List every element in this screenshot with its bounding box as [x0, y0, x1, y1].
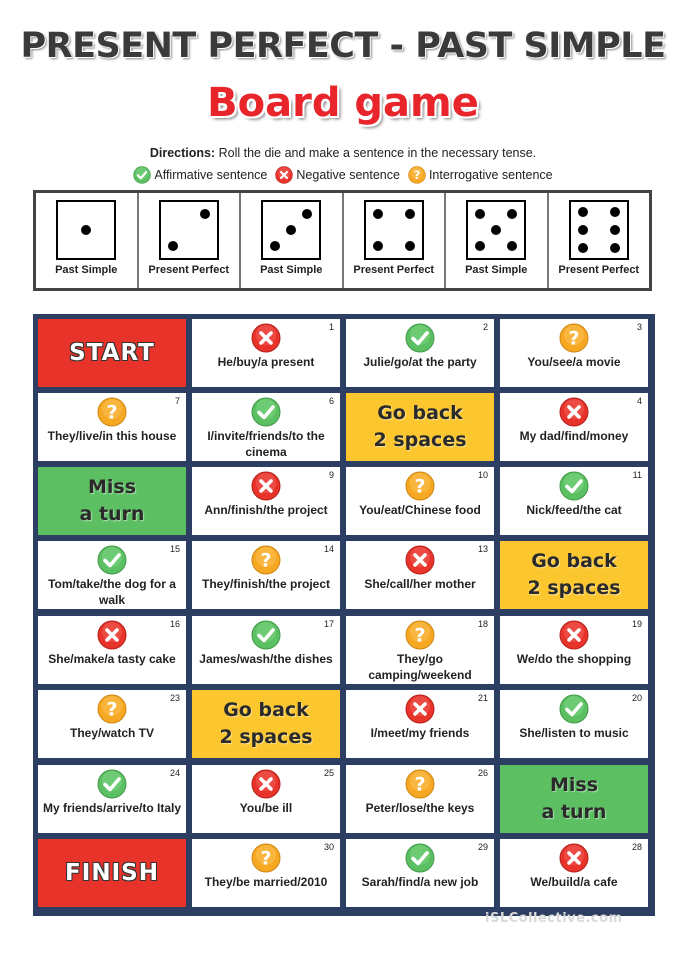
question-icon — [408, 166, 429, 184]
square-number: 14 — [323, 544, 334, 554]
square-prompt: My friends/arrive/to Italy — [42, 801, 182, 815]
page-subtitle: Board game — [207, 80, 479, 126]
square-number: 6 — [328, 396, 334, 406]
check-icon — [251, 620, 281, 650]
square-number: 25 — [323, 768, 334, 778]
question-icon — [405, 471, 435, 501]
start-square — [38, 319, 186, 387]
square-prompt: I/invite/friends/to the cinema — [207, 429, 325, 459]
die-face-icon — [569, 200, 629, 260]
board-square — [500, 690, 648, 758]
square-prompt: Tom/take/the dog for a walk — [48, 577, 176, 607]
board-square — [500, 616, 648, 684]
svg-text:?: ? — [414, 475, 426, 498]
go-back-square — [500, 541, 648, 609]
board-square — [38, 616, 186, 684]
board-square — [346, 467, 494, 535]
cross-icon — [251, 471, 281, 501]
check-icon — [251, 397, 281, 427]
square-number: 26 — [477, 768, 488, 778]
square-prompt: Sarah/find/a new job — [361, 875, 479, 889]
square-line-1: Miss — [549, 774, 599, 796]
board-square — [38, 765, 186, 833]
square-number: 9 — [328, 470, 334, 480]
die-cell — [241, 193, 344, 288]
square-number: 10 — [477, 470, 488, 480]
square-number: 20 — [631, 693, 642, 703]
cross-icon — [97, 620, 127, 650]
die-cell — [446, 193, 549, 288]
question-icon — [405, 769, 435, 799]
board-square — [346, 839, 494, 907]
die-face-icon — [261, 200, 321, 260]
board-square — [192, 319, 340, 387]
check-icon — [97, 545, 127, 575]
square-prompt: Ann/finish/the project — [204, 503, 328, 517]
square-line-2: 2 spaces — [373, 429, 467, 451]
square-number: 24 — [169, 768, 180, 778]
die-face-icon — [466, 200, 526, 260]
svg-text:?: ? — [106, 401, 118, 424]
die-cell — [344, 193, 447, 288]
game-board — [33, 314, 655, 916]
square-number: 16 — [169, 619, 180, 629]
square-line-1: Go back — [531, 550, 617, 572]
square-prompt: James/wash/the dishes — [199, 652, 333, 666]
square-prompt: Julie/go/at the party — [363, 355, 477, 369]
square-number: 21 — [477, 693, 488, 703]
square-prompt: Peter/lose/the keys — [365, 801, 475, 815]
question-icon — [405, 620, 435, 650]
square-line-2: 2 spaces — [219, 726, 313, 748]
square-line-2: a turn — [79, 503, 145, 525]
square-number: 23 — [169, 693, 180, 703]
square-line-1: Go back — [377, 402, 463, 424]
square-number: 2 — [482, 322, 488, 332]
square-prompt: She/call/her mother — [364, 577, 476, 591]
square-prompt: She/listen to music — [519, 726, 629, 740]
board-square — [192, 765, 340, 833]
square-prompt: We/do the shopping — [516, 652, 632, 666]
svg-text:?: ? — [568, 327, 580, 350]
check-icon — [405, 843, 435, 873]
die-label: Present Perfect — [353, 264, 435, 276]
finish-label: FINISH — [65, 859, 159, 886]
legend-label: Negative sentence — [296, 168, 400, 182]
watermark: iSLCollective.com — [485, 911, 623, 926]
cross-icon — [559, 843, 589, 873]
check-icon — [133, 166, 154, 184]
check-icon — [405, 323, 435, 353]
square-prompt: They/watch TV — [69, 726, 155, 740]
svg-text:?: ? — [413, 167, 421, 182]
cross-icon — [405, 545, 435, 575]
square-number: 3 — [636, 322, 642, 332]
board-square — [192, 393, 340, 461]
square-number: 19 — [631, 619, 642, 629]
square-number: 29 — [477, 842, 488, 852]
question-icon — [251, 843, 281, 873]
square-line-2: 2 spaces — [527, 577, 621, 599]
question-icon — [251, 545, 281, 575]
board-square — [346, 690, 494, 758]
die-face-icon — [56, 200, 116, 260]
legend-item — [275, 166, 400, 184]
die-label: Past Simple — [260, 264, 323, 276]
legend-item — [133, 166, 267, 184]
svg-text:?: ? — [260, 847, 272, 870]
square-number: 4 — [636, 396, 642, 406]
square-number: 30 — [323, 842, 334, 852]
square-number: 17 — [323, 619, 334, 629]
cross-icon — [405, 694, 435, 724]
square-prompt: You/see/a movie — [527, 355, 621, 369]
board-square — [38, 541, 186, 609]
square-line-1: Go back — [223, 699, 309, 721]
board-square — [500, 319, 648, 387]
cross-icon — [251, 769, 281, 799]
check-icon — [97, 769, 127, 799]
miss-turn-square — [500, 765, 648, 833]
square-prompt: My dad/find/money — [519, 429, 629, 443]
svg-text:?: ? — [106, 698, 118, 721]
question-icon — [97, 397, 127, 427]
die-label: Past Simple — [55, 264, 118, 276]
die-cell — [139, 193, 242, 288]
square-number: 7 — [174, 396, 180, 406]
cross-icon — [559, 620, 589, 650]
square-prompt: They/be married/2010 — [204, 875, 328, 889]
start-label: START — [69, 339, 155, 366]
cross-icon — [251, 323, 281, 353]
question-icon — [559, 323, 589, 353]
cross-icon — [559, 397, 589, 427]
square-number: 15 — [169, 544, 180, 554]
legend — [0, 166, 686, 184]
square-number: 18 — [477, 619, 488, 629]
svg-text:?: ? — [260, 549, 272, 572]
square-number: 28 — [631, 842, 642, 852]
square-prompt: You/be ill — [239, 801, 293, 815]
square-line-1: Miss — [87, 476, 137, 498]
board-square — [346, 319, 494, 387]
square-number: 11 — [632, 470, 642, 480]
board-square — [346, 541, 494, 609]
board-square — [500, 393, 648, 461]
board-square — [192, 839, 340, 907]
square-number: 1 — [328, 322, 334, 332]
square-line-2: a turn — [541, 801, 607, 823]
directions — [0, 146, 686, 160]
directions-text: Roll the die and make a sentence in the necessary tense. — [215, 146, 537, 160]
go-back-square — [346, 393, 494, 461]
cross-icon — [275, 166, 296, 184]
square-prompt: They/finish/the project — [201, 577, 330, 591]
svg-text:?: ? — [414, 773, 426, 796]
question-icon — [97, 694, 127, 724]
die-label: Present Perfect — [148, 264, 230, 276]
square-prompt: They/live/in this house — [47, 429, 177, 443]
directions-label: Directions: — [149, 146, 216, 160]
go-back-square — [192, 690, 340, 758]
dice-bar — [33, 190, 652, 291]
legend-label: Affirmative sentence — [154, 168, 268, 182]
finish-square — [38, 839, 186, 907]
check-icon — [559, 471, 589, 501]
square-prompt: We/build/a cafe — [530, 875, 618, 889]
legend-label: Interrogative sentence — [428, 168, 553, 182]
board-square — [346, 616, 494, 684]
legend-item — [408, 166, 553, 184]
board-square — [192, 616, 340, 684]
square-prompt: They/go camping/weekend — [368, 652, 472, 682]
board-square — [192, 541, 340, 609]
die-face-icon — [159, 200, 219, 260]
die-cell — [549, 193, 650, 288]
square-prompt: She/make/a tasty cake — [48, 652, 176, 666]
board-square — [192, 467, 340, 535]
square-prompt: I/meet/my friends — [370, 726, 470, 740]
square-prompt: You/eat/Chinese food — [359, 503, 481, 517]
page-title: PRESENT PERFECT - PAST SIMPLE — [20, 26, 666, 66]
board-square — [500, 839, 648, 907]
svg-text:?: ? — [414, 624, 426, 647]
board-square — [38, 690, 186, 758]
square-number: 13 — [477, 544, 488, 554]
die-label: Past Simple — [465, 264, 528, 276]
board-square — [38, 393, 186, 461]
square-prompt: He/buy/a present — [217, 355, 315, 369]
die-face-icon — [364, 200, 424, 260]
board-square — [346, 765, 494, 833]
check-icon — [559, 694, 589, 724]
die-label: Present Perfect — [558, 264, 640, 276]
square-prompt: Nick/feed/the cat — [526, 503, 622, 517]
die-cell — [36, 193, 139, 288]
miss-turn-square — [38, 467, 186, 535]
board-square — [500, 467, 648, 535]
